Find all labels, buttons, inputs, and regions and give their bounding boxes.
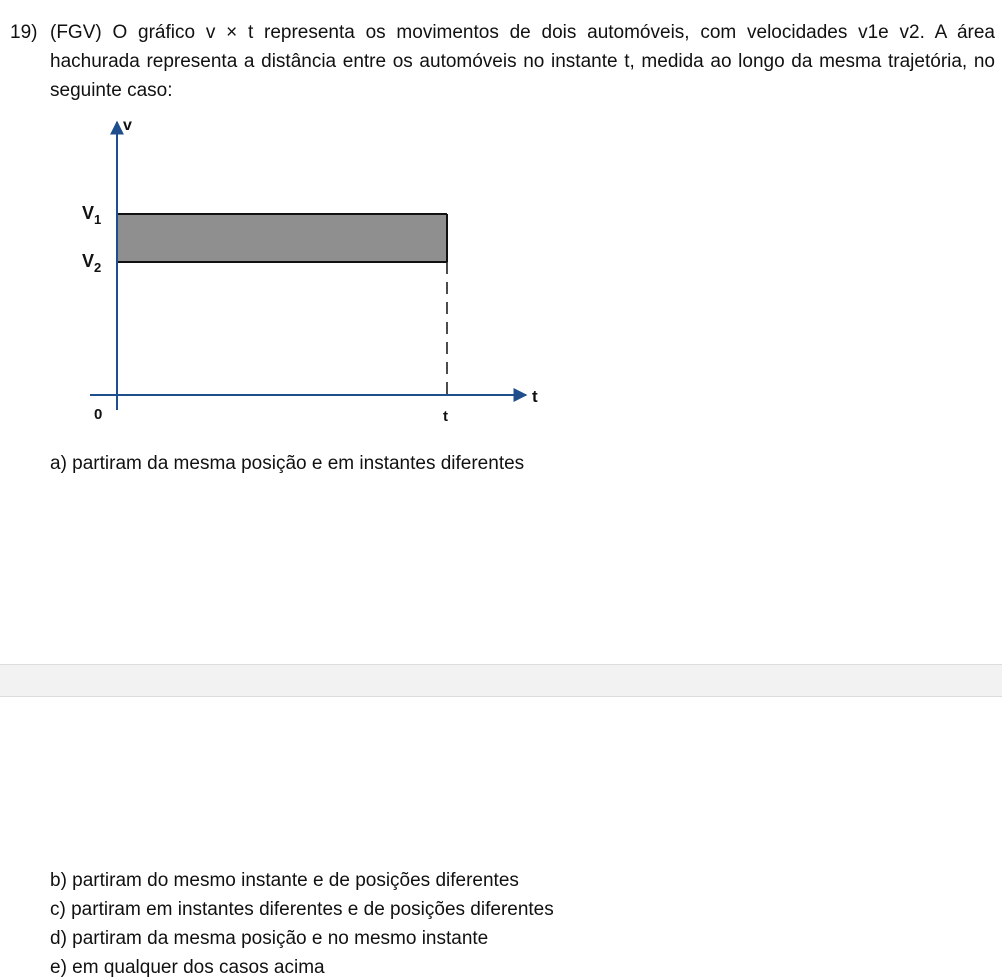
option-e: e) em qualquer dos casos acima bbox=[50, 957, 325, 978]
options-list bbox=[50, 866, 554, 980]
question-block bbox=[10, 18, 995, 105]
option-d: d) partiram da mesma posição e no mesmo instante bbox=[50, 928, 489, 949]
t-tick-label: t bbox=[443, 408, 448, 425]
option-a: a) partiram da mesma posição e em instantes diferentes bbox=[50, 453, 525, 474]
option-c: c) partiram em instantes diferentes e de posições diferentes bbox=[50, 899, 554, 920]
option-b: b) partiram do mesmo instante e de posições diferentes bbox=[50, 870, 519, 891]
v2-label: $V_2$ bbox=[82, 251, 102, 275]
question-text: (FGV) O gráfico v × t representa os movimentos de dois automóveis, com velocidades v1e v2. A área hachurada representa a distância entre os automóveis no instante t, medida ao longo da mesma trajetória, no seguinte caso: bbox=[50, 22, 995, 101]
y-axis-label: v bbox=[123, 117, 132, 134]
velocity-time-graph bbox=[70, 110, 560, 440]
question-number: 19) bbox=[10, 22, 38, 43]
v1-label: $V_1$ bbox=[82, 203, 102, 227]
origin-label: 0 bbox=[94, 406, 103, 423]
x-axis-label: t bbox=[532, 387, 538, 406]
shaded-distance-area bbox=[117, 214, 447, 262]
page-separator bbox=[0, 664, 1002, 697]
